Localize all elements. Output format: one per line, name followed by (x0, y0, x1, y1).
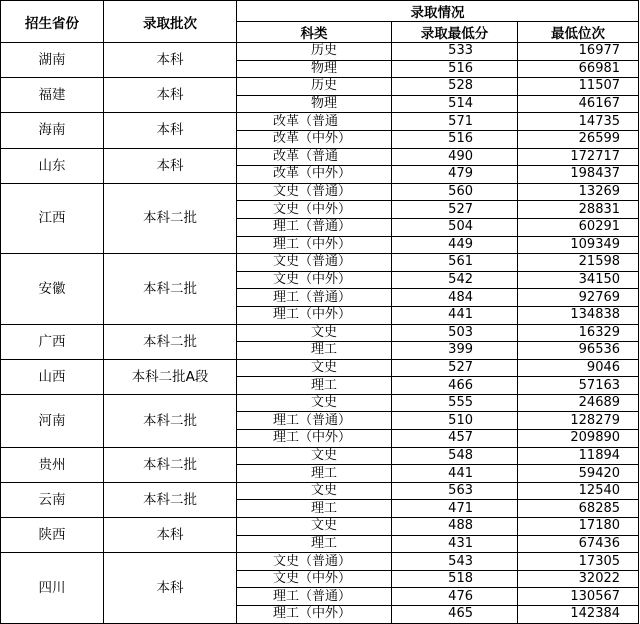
min-rank-cell: 109349 (518, 236, 639, 254)
province-cell: 福建 (1, 78, 104, 113)
category-cell: 文史（普通） (237, 183, 392, 201)
batch-cell: 本科二批 (104, 254, 237, 324)
category-cell: 理工 (237, 500, 392, 518)
province-cell: 安徽 (1, 254, 104, 324)
batch-cell: 本科 (104, 78, 237, 113)
min-score-cell: 571 (392, 113, 518, 131)
min-rank-cell: 12540 (518, 482, 639, 500)
category-cell: 文史（中外） (237, 570, 392, 588)
min-rank-cell: 21598 (518, 254, 639, 272)
min-rank-cell: 24689 (518, 394, 639, 412)
table-body (1, 43, 639, 624)
batch-cell: 本科二批A段 (104, 359, 237, 394)
category-cell: 理工（普通） (237, 588, 392, 606)
header-province: 招生省份 (1, 1, 104, 43)
batch-cell: 本科 (104, 43, 237, 78)
min-rank-cell: 96536 (518, 342, 639, 360)
batch-cell: 本科二批 (104, 394, 237, 447)
province-cell: 湖南 (1, 43, 104, 78)
min-score-cell: 560 (392, 183, 518, 201)
min-score-cell: 488 (392, 518, 518, 536)
min-rank-cell: 16977 (518, 43, 639, 61)
category-cell: 理工（普通） (237, 412, 392, 430)
min-score-cell: 518 (392, 570, 518, 588)
header-batch: 录取批次 (104, 1, 237, 43)
table-row (1, 482, 639, 500)
category-cell: 文史 (237, 518, 392, 536)
min-rank-cell: 13269 (518, 183, 639, 201)
header-admission: 录取情况 (237, 1, 639, 22)
min-score-cell: 533 (392, 43, 518, 61)
table-row (1, 553, 639, 571)
min-score-cell: 542 (392, 271, 518, 289)
category-cell: 文史 (237, 359, 392, 377)
min-rank-cell: 17180 (518, 518, 639, 536)
min-rank-cell: 9046 (518, 359, 639, 377)
category-cell: 物理 (237, 60, 392, 78)
min-rank-cell: 198437 (518, 166, 639, 184)
category-cell: 理工（中外） (237, 606, 392, 624)
min-rank-cell: 67436 (518, 535, 639, 553)
category-cell: 文史（中外） (237, 201, 392, 219)
table-row (1, 113, 639, 131)
min-score-cell: 399 (392, 342, 518, 360)
min-score-cell: 441 (392, 306, 518, 324)
table-row (1, 447, 639, 465)
min-score-cell: 466 (392, 377, 518, 395)
table-row (1, 254, 639, 272)
category-cell: 文史（普通） (237, 254, 392, 272)
category-cell: 改革（中外） (237, 166, 392, 184)
province-cell: 山东 (1, 148, 104, 183)
min-score-cell: 471 (392, 500, 518, 518)
table-row (1, 359, 639, 377)
min-score-cell: 441 (392, 465, 518, 483)
min-score-cell: 514 (392, 95, 518, 113)
category-cell: 物理 (237, 95, 392, 113)
min-score-cell: 449 (392, 236, 518, 254)
min-score-cell: 543 (392, 553, 518, 571)
province-cell: 陕西 (1, 518, 104, 553)
batch-cell: 本科 (104, 553, 237, 623)
min-rank-cell: 14735 (518, 113, 639, 131)
table-row (1, 148, 639, 166)
min-score-cell: 457 (392, 430, 518, 448)
batch-cell: 本科 (104, 113, 237, 148)
header-min-score: 录取最低分 (392, 22, 518, 43)
min-rank-cell: 46167 (518, 95, 639, 113)
min-score-cell: 465 (392, 606, 518, 624)
table-row (1, 324, 639, 342)
min-rank-cell: 142384 (518, 606, 639, 624)
category-cell: 文史（中外） (237, 271, 392, 289)
header-category: 科类 (237, 22, 392, 43)
min-score-cell: 527 (392, 201, 518, 219)
category-cell: 文史 (237, 447, 392, 465)
min-rank-cell: 66981 (518, 60, 639, 78)
min-rank-cell: 17305 (518, 553, 639, 571)
category-cell: 理工（中外） (237, 306, 392, 324)
category-cell: 理工（中外） (237, 236, 392, 254)
header-min-rank: 最低位次 (518, 22, 639, 43)
min-score-cell: 516 (392, 130, 518, 148)
province-cell: 云南 (1, 482, 104, 517)
province-cell: 山西 (1, 359, 104, 394)
min-score-cell: 431 (392, 535, 518, 553)
category-cell: 文史 (237, 324, 392, 342)
min-score-cell: 548 (392, 447, 518, 465)
category-cell: 历史 (237, 78, 392, 96)
province-cell: 四川 (1, 553, 104, 623)
min-rank-cell: 172717 (518, 148, 639, 166)
table-row (1, 43, 639, 61)
table-row (1, 183, 639, 201)
category-cell: 理工（普通） (237, 289, 392, 307)
province-cell: 贵州 (1, 447, 104, 482)
province-cell: 海南 (1, 113, 104, 148)
batch-cell: 本科 (104, 518, 237, 553)
category-cell: 文史（普通） (237, 553, 392, 571)
category-cell: 改革（中外） (237, 130, 392, 148)
province-cell: 江西 (1, 183, 104, 253)
category-cell: 理工 (237, 342, 392, 360)
min-score-cell: 555 (392, 394, 518, 412)
category-cell: 理工（普通） (237, 218, 392, 236)
min-rank-cell: 92769 (518, 289, 639, 307)
min-rank-cell: 130567 (518, 588, 639, 606)
min-score-cell: 563 (392, 482, 518, 500)
min-score-cell: 561 (392, 254, 518, 272)
min-score-cell: 516 (392, 60, 518, 78)
table-row (1, 78, 639, 96)
category-cell: 理工 (237, 377, 392, 395)
batch-cell: 本科二批 (104, 447, 237, 482)
min-rank-cell: 68285 (518, 500, 639, 518)
province-cell: 广西 (1, 324, 104, 359)
table-row (1, 518, 639, 536)
min-score-cell: 504 (392, 218, 518, 236)
min-score-cell: 503 (392, 324, 518, 342)
batch-cell: 本科二批 (104, 183, 237, 253)
category-cell: 改革（普通 (237, 148, 392, 166)
min-score-cell: 484 (392, 289, 518, 307)
min-rank-cell: 34150 (518, 271, 639, 289)
min-rank-cell: 134838 (518, 306, 639, 324)
batch-cell: 本科二批 (104, 482, 237, 517)
min-score-cell: 510 (392, 412, 518, 430)
min-score-cell: 527 (392, 359, 518, 377)
min-score-cell: 528 (392, 78, 518, 96)
category-cell: 文史 (237, 394, 392, 412)
category-cell: 理工 (237, 465, 392, 483)
min-rank-cell: 209890 (518, 430, 639, 448)
min-rank-cell: 16329 (518, 324, 639, 342)
min-rank-cell: 11894 (518, 447, 639, 465)
min-rank-cell: 128279 (518, 412, 639, 430)
min-rank-cell: 28831 (518, 201, 639, 219)
min-rank-cell: 11507 (518, 78, 639, 96)
min-rank-cell: 57163 (518, 377, 639, 395)
category-cell: 理工 (237, 535, 392, 553)
category-cell: 文史 (237, 482, 392, 500)
category-cell: 改革（普通 (237, 113, 392, 131)
batch-cell: 本科二批 (104, 324, 237, 359)
min-rank-cell: 26599 (518, 130, 639, 148)
min-rank-cell: 59420 (518, 465, 639, 483)
min-score-cell: 476 (392, 588, 518, 606)
batch-cell: 本科 (104, 148, 237, 183)
min-rank-cell: 60291 (518, 218, 639, 236)
table-row (1, 394, 639, 412)
min-rank-cell: 32022 (518, 570, 639, 588)
province-cell: 河南 (1, 394, 104, 447)
category-cell: 历史 (237, 43, 392, 61)
min-score-cell: 490 (392, 148, 518, 166)
min-score-cell: 479 (392, 166, 518, 184)
category-cell: 理工（中外） (237, 430, 392, 448)
